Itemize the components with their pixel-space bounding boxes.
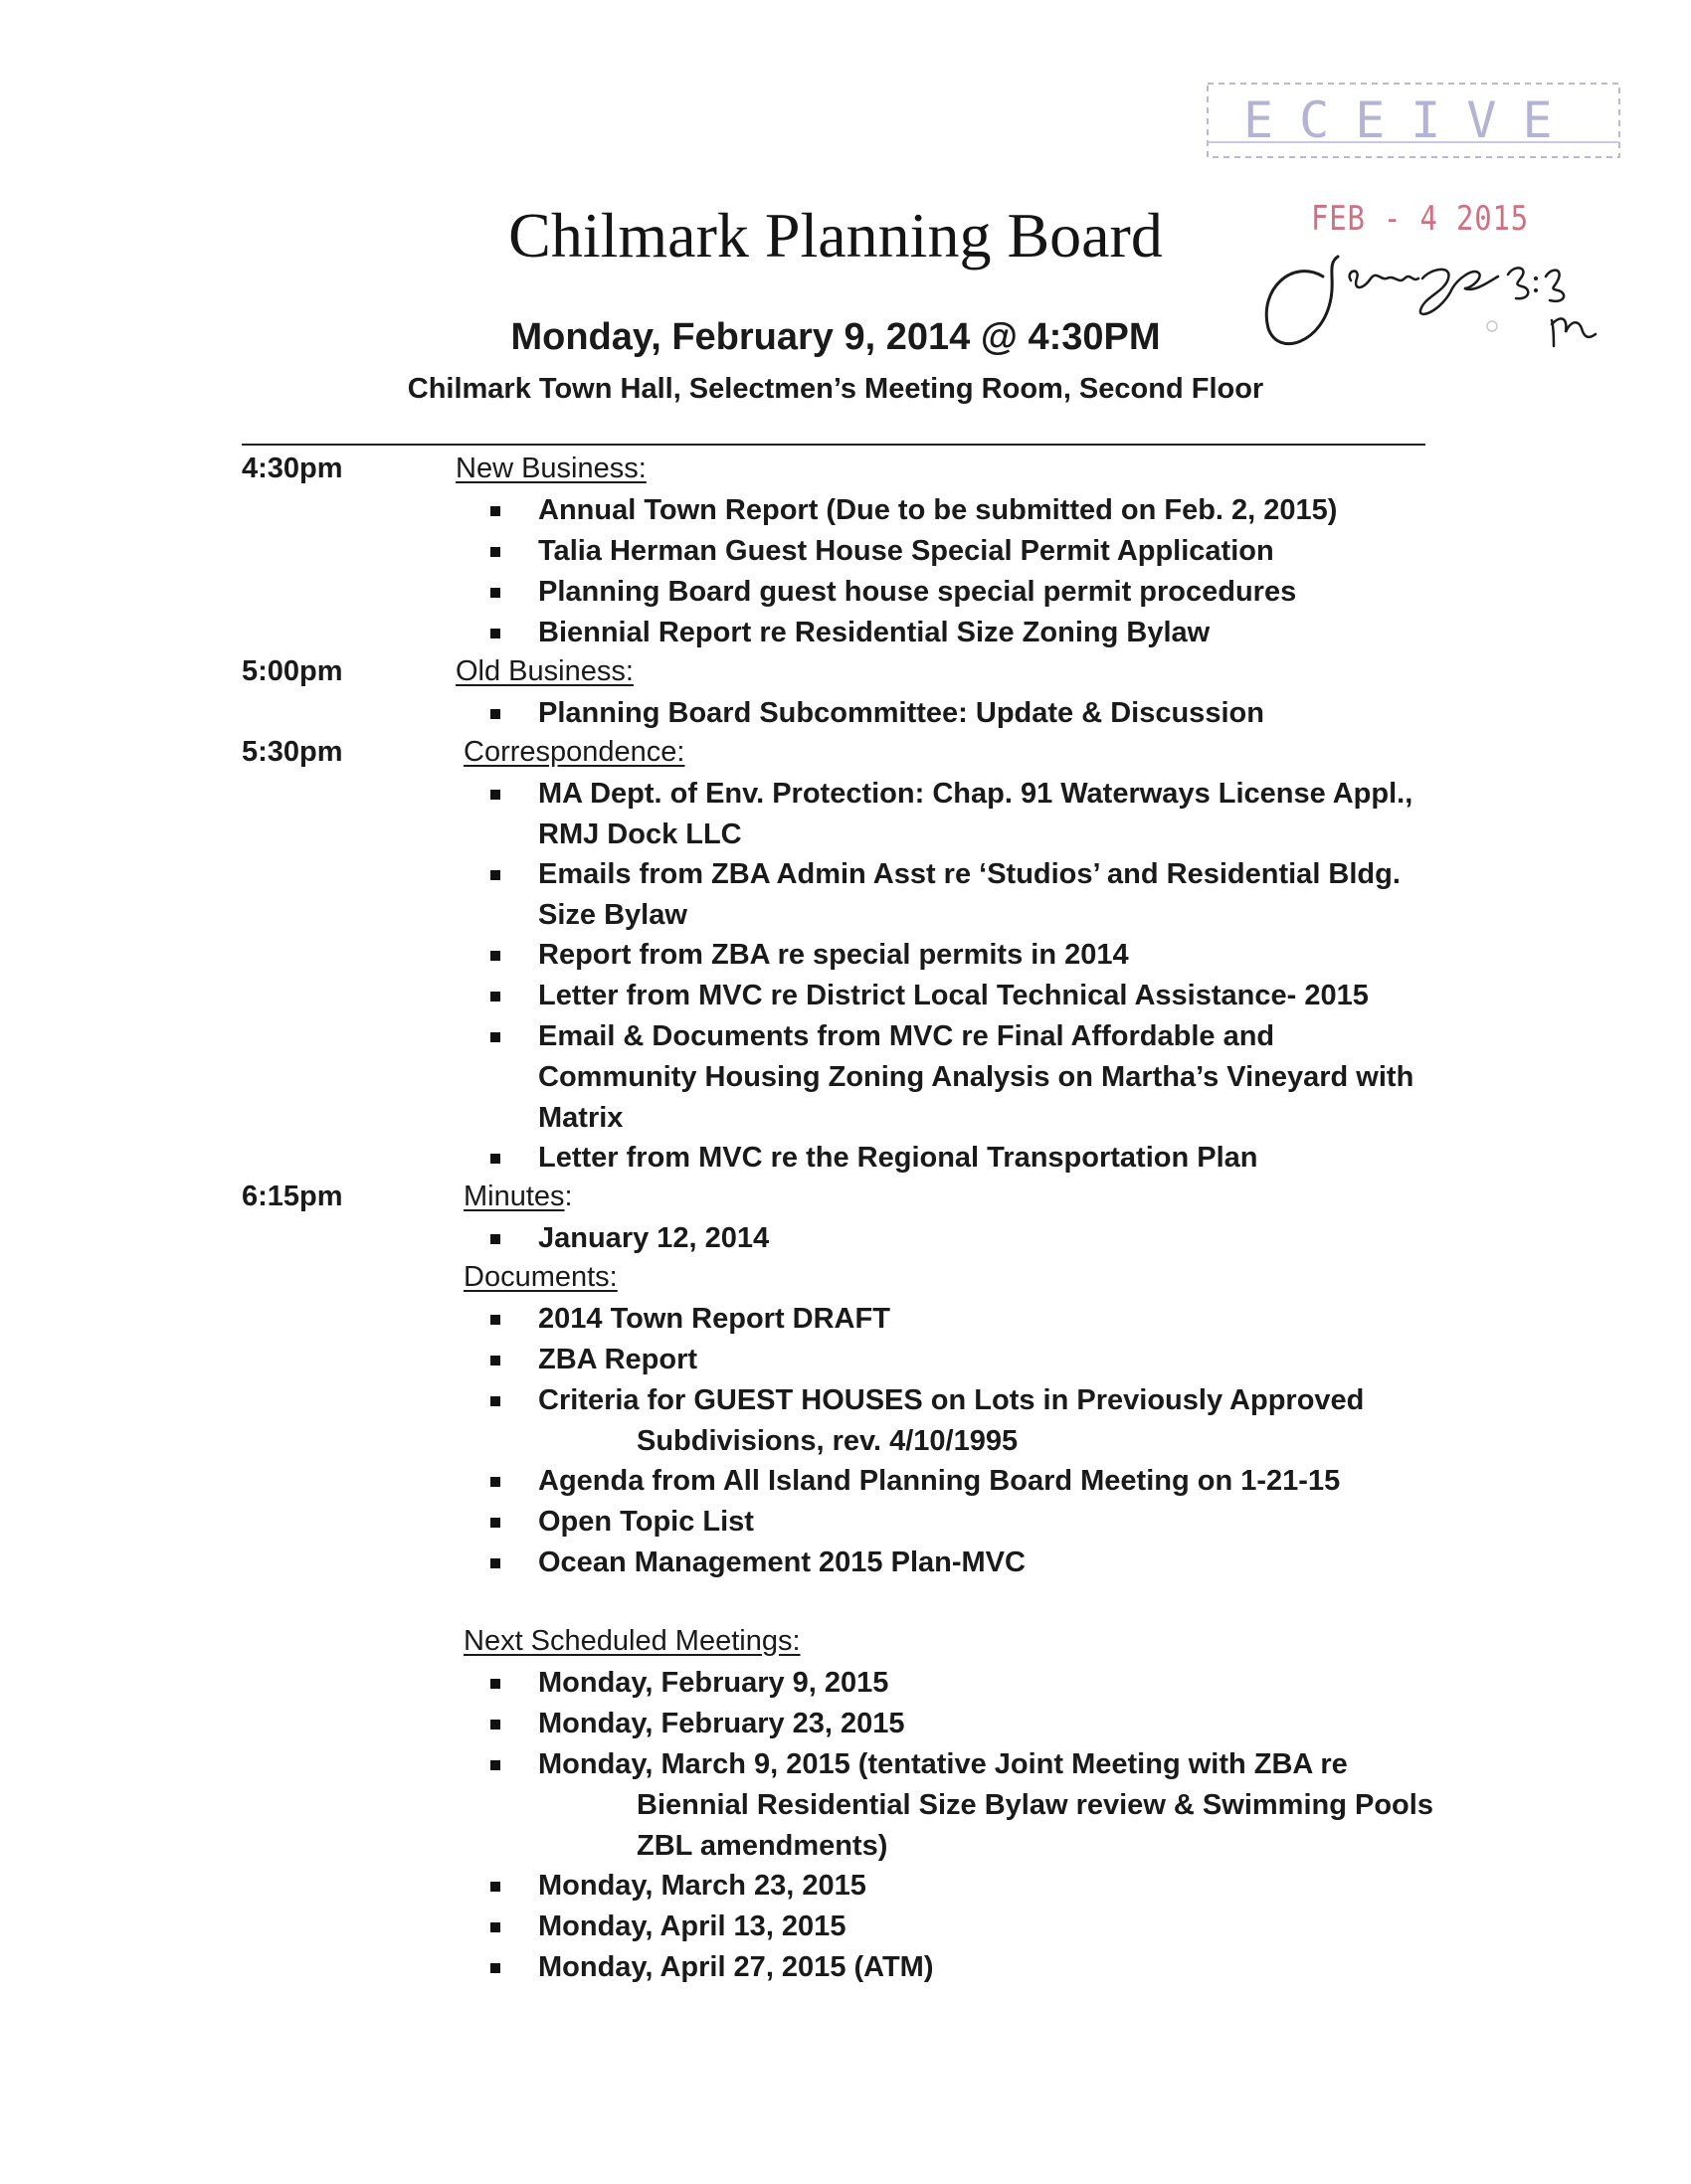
list-item: January 12, 2014 <box>538 1222 770 1254</box>
minutes-heading-colon: : <box>564 1181 573 1212</box>
list-item: Monday, February 23, 2015 <box>538 1708 905 1739</box>
list-item-line: Matrix <box>538 1102 624 1134</box>
list-item: Monday, March 23, 2015 <box>538 1870 866 1902</box>
list-item: Biennial Report re Residential Size Zoning Bylaw <box>538 617 1211 648</box>
list-item: Talia Herman Guest House Special Permit Application <box>538 535 1274 567</box>
section-heading-old-business: Old Business: <box>456 655 634 687</box>
list-item: 2014 Town Report DRAFT <box>538 1303 890 1335</box>
meeting-location: Chilmark Town Hall, Selectmen’s Meeting Room, Second Floor <box>407 373 1264 405</box>
list-item-line: MA Dept. of Env. Protection: Chap. 91 Waterways License Appl., <box>538 778 1413 810</box>
time-slot: 5:00pm <box>242 655 343 687</box>
list-item-line: Size Bylaw <box>538 899 687 931</box>
list-item <box>538 1380 1433 1462</box>
bullet-icon <box>490 1154 500 1164</box>
meeting-date: Monday, February 9, 2014 @ 4:30PM <box>510 316 1161 358</box>
list-item-line: Community Housing Zoning Analysis on Martha’s Vineyard with <box>538 1061 1414 1093</box>
bullet-icon <box>490 1922 500 1932</box>
list-item-line: Email & Documents from MVC re Final Affordable and <box>538 1020 1275 1052</box>
list-item: Letter from MVC re the Regional Transportation Plan <box>538 1142 1258 1174</box>
section-heading-correspondence: Correspondence: <box>464 736 685 768</box>
list-item: ZBA Report <box>538 1344 698 1375</box>
bullet-icon <box>490 1963 500 1973</box>
list-item: Open Topic List <box>538 1506 754 1538</box>
list-item <box>538 774 1433 855</box>
list-item <box>538 1016 1433 1139</box>
list-item: Letter from MVC re District Local Technical Assistance- 2015 <box>538 980 1369 1011</box>
list-item: Planning Board guest house special permit procedures <box>538 576 1297 608</box>
list-item-line: Emails from ZBA Admin Asst re ‘Studios’ and Residential Bldg. <box>538 858 1401 890</box>
section-heading-minutes <box>464 1181 573 1213</box>
bullet-icon <box>490 1558 500 1568</box>
bullet-icon <box>490 1518 500 1528</box>
list-item-line: ZBL amendments) <box>637 1830 888 1862</box>
bullet-icon <box>490 1396 500 1406</box>
list-item: Monday, April 13, 2015 <box>538 1911 846 1942</box>
stamp-word: ECEIVE <box>1243 91 1579 149</box>
list-item: Agenda from All Island Planning Board Meeting on 1-21-15 <box>538 1465 1341 1497</box>
bullet-icon <box>490 709 500 719</box>
list-item: Monday, April 27, 2015 (ATM) <box>538 1951 934 1983</box>
bullet-icon <box>490 1477 500 1487</box>
list-item: Monday, February 9, 2015 <box>538 1667 889 1699</box>
bullet-icon <box>490 1760 500 1770</box>
list-item-line: RMJ Dock LLC <box>538 819 742 850</box>
list-item: Planning Board Subcommittee: Update & Discussion <box>538 697 1264 729</box>
section-heading-documents: Documents: <box>464 1261 618 1293</box>
bullet-icon <box>490 790 500 800</box>
time-slot: 5:30pm <box>242 736 343 768</box>
bullet-icon <box>490 1720 500 1729</box>
time-slot: 4:30pm <box>242 453 343 484</box>
bullet-icon <box>490 506 500 516</box>
bullet-icon <box>490 1315 500 1325</box>
bullet-icon <box>490 1234 500 1244</box>
section-heading-next-meetings: Next Scheduled Meetings: <box>464 1625 801 1657</box>
page-title: Chilmark Planning Board <box>508 200 1163 271</box>
bullet-icon <box>490 992 500 1001</box>
list-item: Ocean Management 2015 Plan-MVC <box>538 1547 1026 1578</box>
header-divider <box>242 444 1425 446</box>
list-item-line: Monday, March 9, 2015 (tentative Joint Meeting with ZBA re <box>538 1748 1348 1780</box>
stamp-date: FEB - 4 2015 <box>1311 199 1529 239</box>
bullet-icon <box>490 629 500 638</box>
list-item-line: Criteria for GUEST HOUSES on Lots in Previously Approved <box>538 1384 1365 1416</box>
list-item-line: Biennial Residential Size Bylaw review & Swimming Pools <box>637 1789 1433 1821</box>
bullet-icon <box>490 547 500 557</box>
minutes-heading-text: Minutes <box>464 1181 565 1212</box>
list-item <box>538 854 1433 936</box>
bullet-icon <box>490 1679 500 1689</box>
list-item <box>538 1744 1433 1867</box>
bullet-icon <box>490 870 500 880</box>
section-heading-new-business: New Business: <box>456 453 647 484</box>
received-stamp <box>1204 80 1625 163</box>
bullet-icon <box>490 1882 500 1892</box>
bullet-icon <box>490 1356 500 1365</box>
list-item: Report from ZBA re special permits in 2014 <box>538 939 1129 971</box>
list-item: Annual Town Report (Due to be submitted on Feb. 2, 2015) <box>538 494 1338 526</box>
time-slot: 6:15pm <box>242 1181 343 1212</box>
bullet-icon <box>490 951 500 961</box>
bullet-icon <box>490 588 500 598</box>
list-item-line: Subdivisions, rev. 4/10/1995 <box>637 1425 1019 1457</box>
bullet-icon <box>490 1032 500 1042</box>
